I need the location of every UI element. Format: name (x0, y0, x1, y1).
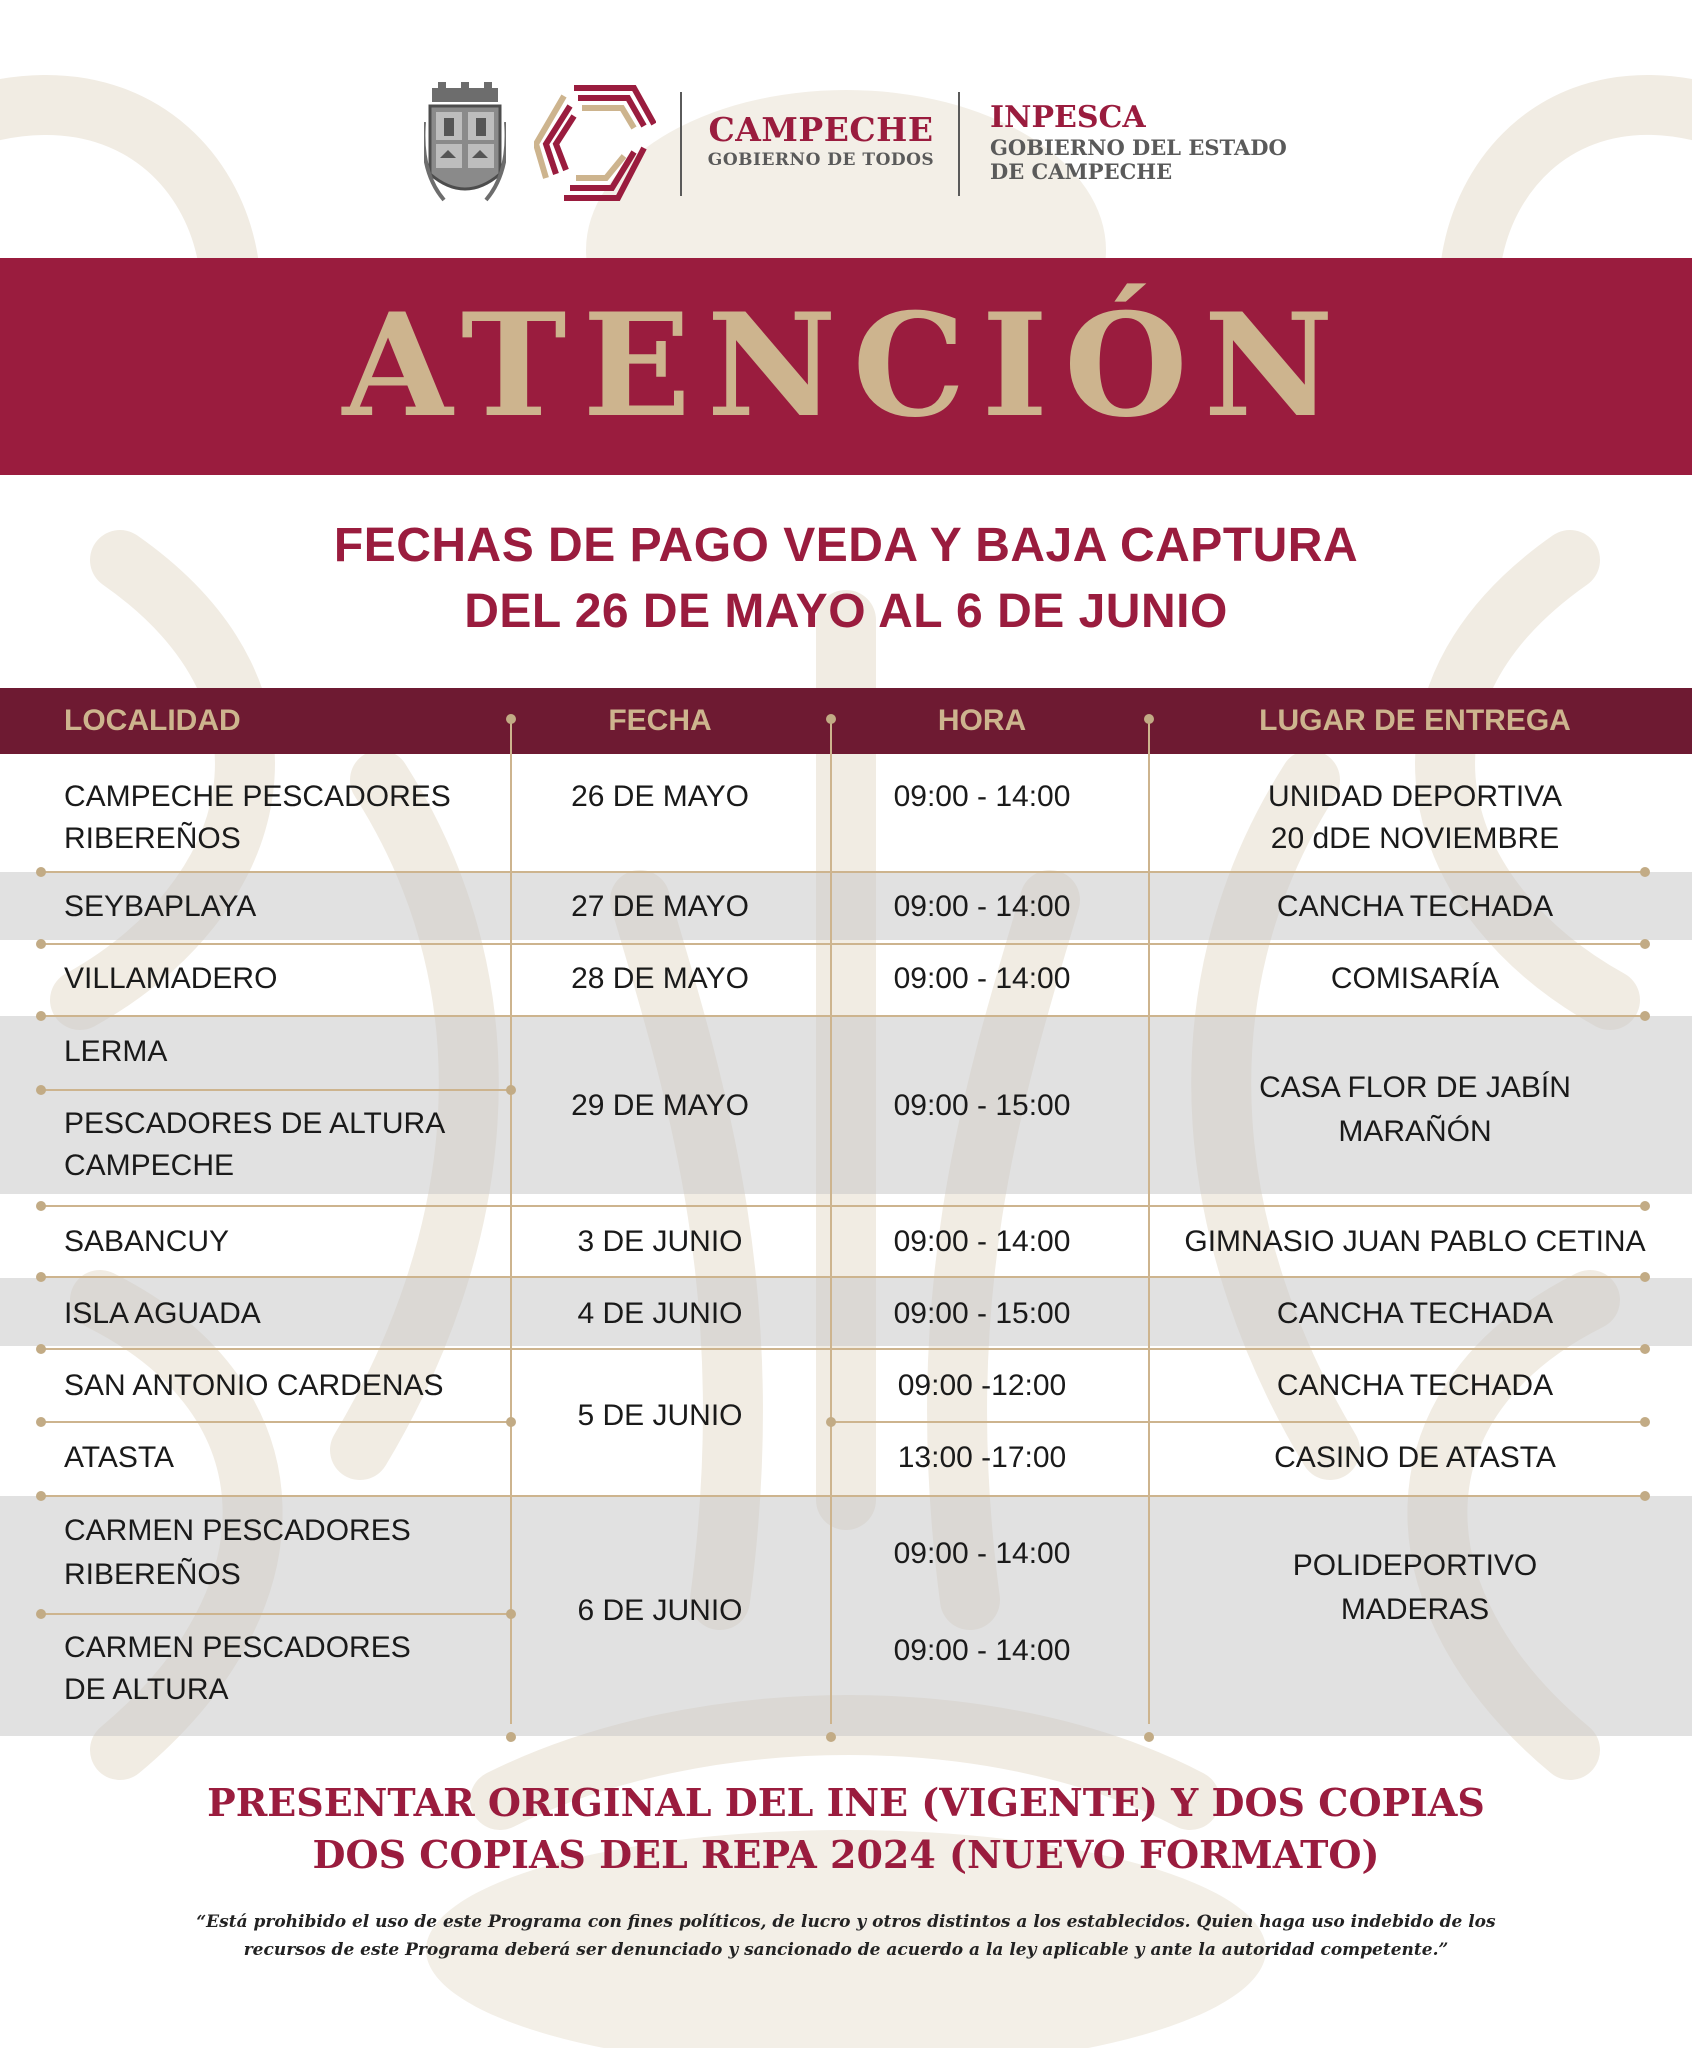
lugar-text: 20 dDE NOVIEMBRE (1270, 822, 1560, 855)
row-separator (832, 1421, 1644, 1423)
localidad-text: ATASTA (64, 1441, 175, 1474)
attention-banner (0, 258, 1692, 475)
lugar-cell (1150, 1293, 1680, 1335)
row-separator (40, 943, 1644, 945)
lugar-cell (1150, 1365, 1680, 1407)
row-separator (40, 1421, 510, 1423)
inpesca-title: INPESCA (990, 100, 1146, 135)
localidad-text: VILLAMADERO (64, 962, 278, 995)
localidad-cell (64, 886, 494, 928)
localidad-cell (64, 1221, 494, 1263)
lugar-cell (1150, 1066, 1680, 1154)
localidad-cell (64, 1293, 494, 1335)
inpesca-subtitle-line: DE CAMPECHE (990, 159, 1173, 184)
separator-dot (36, 867, 46, 877)
localidad-cell (64, 1365, 494, 1407)
row-separator (40, 1089, 510, 1091)
localidad-text: CAMPECHE PESCADORES (64, 780, 451, 813)
separator-dot (1144, 714, 1154, 724)
fecha-cell: 5 DE JUNIO (577, 1399, 743, 1432)
fecha-cell: 4 DE JUNIO (577, 1297, 743, 1330)
lugar-text: CASA FLOR DE JABÍN (1259, 1071, 1571, 1104)
lugar-text: GIMNASIO JUAN PABLO CETINA (1184, 1225, 1646, 1258)
lugar-text: MADERAS (1340, 1593, 1490, 1626)
row-separator (40, 1348, 1644, 1350)
localidad-text: CARMEN PESCADORES (64, 1631, 411, 1664)
localidad-text: ISLA AGUADA (64, 1297, 261, 1330)
separator-dot (506, 1732, 516, 1742)
fecha-cell: 26 DE MAYO (571, 780, 749, 813)
inpesca-subtitle (990, 136, 1287, 184)
inpesca-subtitle-line: GOBIERNO DEL ESTADO (990, 135, 1287, 160)
coat-of-arms-icon (424, 82, 506, 210)
separator-dot (826, 714, 836, 724)
hora-cell: 09:00 - 15:00 (893, 1297, 1071, 1330)
hora-cell: 09:00 -12:00 (897, 1369, 1067, 1402)
hora-cell: 09:00 - 14:00 (893, 780, 1071, 813)
separator-dot (36, 939, 46, 949)
separator-dot (826, 1732, 836, 1742)
lugar-text: CANCHA TECHADA (1276, 1297, 1554, 1330)
localidad-cell (64, 1031, 494, 1073)
lugar-cell (1150, 958, 1680, 1000)
logo-divider (958, 92, 960, 196)
separator-dot (1640, 1491, 1650, 1501)
separator-dot (1640, 1417, 1650, 1427)
banner-title: ATENCIÓN (342, 283, 1350, 449)
legal-disclaimer (146, 1908, 1546, 1964)
localidad-text: LERMA (64, 1035, 168, 1068)
campeche-title: CAMPECHE (708, 110, 934, 149)
row-separator (40, 1205, 1644, 1207)
fecha-cell: 3 DE JUNIO (577, 1225, 743, 1258)
separator-dot (36, 1085, 46, 1095)
localidad-cell (64, 1437, 494, 1479)
disclaimer-line: “Está prohibido el uso de este Programa con fines políticos, de lucro y otros distintos a los establecidos. Quien haga uso indebido de los (196, 1912, 1496, 1932)
localidad-text: SEYBAPLAYA (64, 890, 257, 923)
separator-dot (1640, 1344, 1650, 1354)
requirements-line-2: DOS COPIAS DEL REPA 2024 (NUEVO FORMATO) (312, 1832, 1380, 1877)
lugar-cell (1150, 886, 1680, 928)
lugar-text: CASINO DE ATASTA (1274, 1441, 1556, 1474)
separator-dot (826, 1417, 836, 1427)
localidad-text: CAMPECHE (64, 1149, 235, 1182)
disclaimer-line: recursos de este Programa deberá ser denunciado y sancionado de acuerdo a la ley aplicable y ante la autoridad competente.” (243, 1940, 1449, 1960)
subtitle-line-1: FECHAS DE PAGO VEDA Y BAJA CAPTURA (333, 519, 1359, 572)
row-separator (40, 871, 1644, 873)
separator-dot (36, 1417, 46, 1427)
localidad-cell (64, 776, 494, 860)
lugar-cell (1150, 1437, 1680, 1479)
separator-dot (1640, 1011, 1650, 1021)
header-logos (0, 0, 1692, 230)
separator-dot (1640, 1201, 1650, 1211)
payment-schedule-table (0, 688, 1692, 1736)
separator-dot (36, 1272, 46, 1282)
table-header (0, 688, 1692, 754)
localidad-cell (64, 1627, 494, 1711)
hora-cell: 09:00 - 14:00 (893, 1225, 1071, 1258)
lugar-cell (1150, 1221, 1680, 1263)
localidad-text: CARMEN PESCADORES (64, 1514, 411, 1547)
fecha-cell: 28 DE MAYO (571, 962, 749, 995)
header-lugar: LUGAR DE ENTREGA (1259, 704, 1571, 737)
lugar-text: MARAÑÓN (1338, 1115, 1492, 1148)
separator-dot (36, 1201, 46, 1211)
localidad-text: PESCADORES DE ALTURA (64, 1107, 446, 1140)
localidad-cell (64, 1103, 494, 1187)
hora-cell: 09:00 - 15:00 (893, 1089, 1071, 1122)
row-separator (40, 1015, 1644, 1017)
localidad-text: RIBEREÑOS (64, 822, 241, 855)
row-separator (40, 1613, 510, 1615)
separator-dot (1144, 1732, 1154, 1742)
localidad-text: RIBEREÑOS (64, 1558, 241, 1591)
header-localidad: LOCALIDAD (64, 704, 241, 737)
hora-cell: 09:00 - 14:00 (893, 1634, 1071, 1667)
separator-dot (506, 714, 516, 724)
localidad-text: DE ALTURA (64, 1673, 229, 1706)
lugar-text: POLIDEPORTIVO (1292, 1549, 1538, 1582)
localidad-text: SAN ANTONIO CARDENAS (64, 1369, 444, 1402)
header-fecha: FECHA (608, 704, 712, 737)
lugar-cell (1150, 1544, 1680, 1632)
fecha-cell: 27 DE MAYO (571, 890, 749, 923)
separator-dot (1640, 867, 1650, 877)
lugar-text: CANCHA TECHADA (1276, 890, 1554, 923)
lugar-text: COMISARÍA (1330, 962, 1500, 995)
campeche-hexagon-logo-icon (534, 78, 656, 210)
separator-dot (36, 1491, 46, 1501)
localidad-cell (64, 1509, 494, 1597)
lugar-text: CANCHA TECHADA (1276, 1369, 1554, 1402)
localidad-text: SABANCUY (64, 1225, 230, 1258)
separator-dot (36, 1011, 46, 1021)
fecha-cell: 29 DE MAYO (571, 1089, 749, 1122)
header-hora: HORA (937, 704, 1027, 737)
separator-dot (36, 1609, 46, 1619)
requirements-line-1: PRESENTAR ORIGINAL DEL INE (VIGENTE) Y DOS COPIAS (207, 1780, 1485, 1825)
row-separator (40, 1495, 1644, 1497)
separator-dot (1640, 939, 1650, 949)
row-separator (40, 1276, 1644, 1278)
fecha-cell: 6 DE JUNIO (577, 1594, 743, 1627)
hora-cell: 09:00 - 14:00 (893, 890, 1071, 923)
campeche-subtitle: GOBIERNO DE TODOS (707, 150, 935, 170)
hora-cell: 13:00 -17:00 (897, 1441, 1067, 1474)
hora-cell: 09:00 - 14:00 (893, 962, 1071, 995)
subtitle-line-2: DEL 26 DE MAYO AL 6 DE JUNIO (464, 585, 1228, 638)
lugar-cell (1150, 776, 1680, 860)
hora-cell: 09:00 - 14:00 (893, 1537, 1071, 1570)
logo-divider (680, 92, 682, 196)
localidad-cell (64, 958, 494, 1000)
lugar-text: UNIDAD DEPORTIVA (1268, 780, 1562, 813)
separator-dot (1640, 1272, 1650, 1282)
separator-dot (36, 1344, 46, 1354)
